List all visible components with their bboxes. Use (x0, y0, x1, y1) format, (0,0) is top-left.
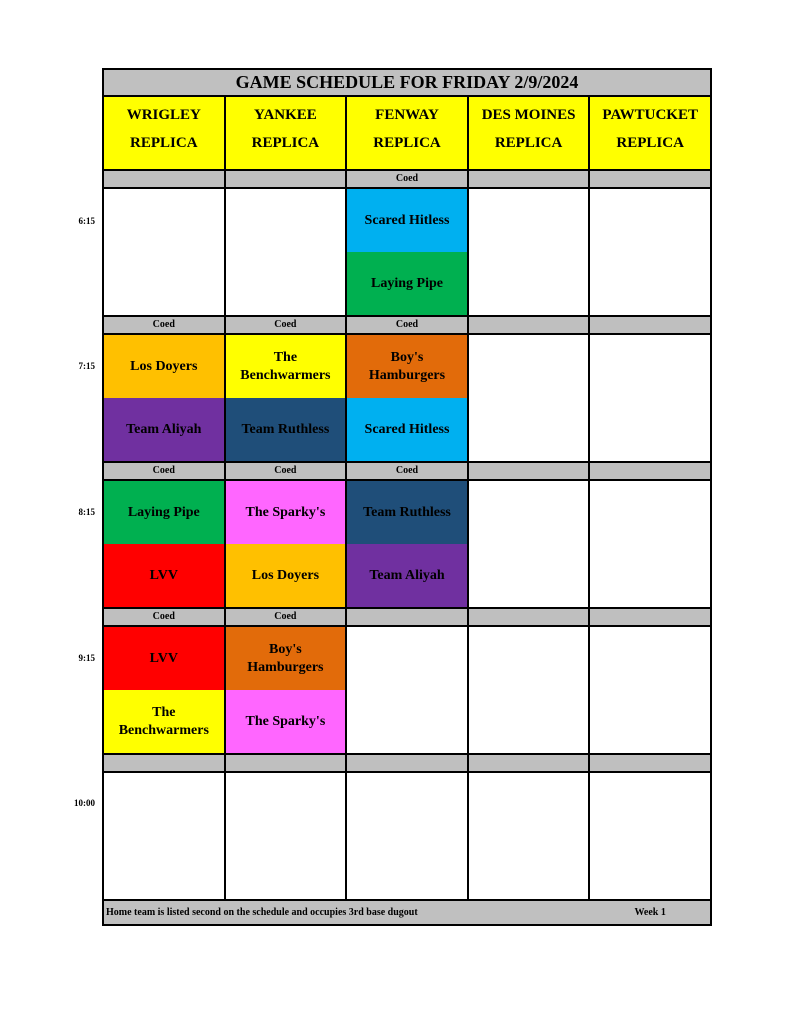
game-slot-cell (226, 481, 346, 607)
team-cell (347, 544, 467, 607)
game-slot-cell (347, 335, 467, 461)
field-name: YANKEE (253, 107, 317, 123)
division-label-cell (347, 609, 467, 625)
game-slot-cell (347, 189, 467, 315)
game-slot-cell (104, 627, 224, 753)
time-label: 6:15 (78, 216, 95, 226)
week-label: Week 1 (634, 907, 666, 918)
team-name: Scared Hitless (364, 212, 450, 228)
division-label-cell (469, 609, 589, 625)
division-label-cell: Coed (104, 609, 224, 625)
team-cell (347, 189, 467, 252)
team-name: The Benchwarmers (118, 704, 209, 738)
field-header-yankee (226, 97, 346, 169)
game-slot-cell (226, 335, 346, 461)
division-label-cell: Coed (347, 171, 467, 187)
division-label-cell: Coed (347, 317, 467, 333)
division-label-cell (590, 609, 710, 625)
team-name: Team Aliyah (126, 421, 202, 437)
field-name: WRIGLEY (126, 107, 201, 123)
division-label-cell (590, 317, 710, 333)
team-name: Boy's Hamburgers (247, 641, 324, 675)
division-label-cell: Coed (104, 317, 224, 333)
team-cell (104, 398, 224, 461)
team-cell (226, 335, 346, 398)
division-label-cell: Coed (226, 317, 346, 333)
team-name: The Sparky's (245, 504, 326, 520)
empty-slot-cell (590, 335, 710, 461)
team-cell (104, 481, 224, 544)
field-name: DES MOINES (481, 107, 576, 123)
team-name: Boy's Hamburgers (368, 349, 446, 383)
empty-slot-cell (590, 627, 710, 753)
field-name: PAWTUCKET (602, 107, 698, 123)
team-cell (226, 481, 346, 544)
time-label: 9:15 (78, 653, 95, 663)
division-label-cell: Coed (347, 463, 467, 479)
team-cell (347, 398, 467, 461)
game-slot-cell (104, 481, 224, 607)
team-name: Team Ruthless (363, 504, 451, 520)
division-label-cell: Coed (226, 609, 346, 625)
division-label-cell (226, 171, 346, 187)
team-name: LVV (149, 650, 178, 666)
division-label-cell (469, 463, 589, 479)
game-slot-cell (347, 481, 467, 607)
team-name: LVV (149, 567, 178, 583)
team-cell (104, 335, 224, 398)
field-header-des-moines (469, 97, 589, 169)
empty-slot-cell (469, 481, 589, 607)
division-label-cell (226, 755, 346, 771)
field-type: REPLICA (494, 135, 563, 151)
field-type: REPLICA (616, 135, 684, 151)
empty-slot-cell (469, 627, 589, 753)
team-cell (347, 335, 467, 398)
team-name: Team Aliyah (369, 567, 445, 583)
time-label: 10:00 (74, 798, 95, 808)
field-header-wrigley (104, 97, 224, 169)
team-cell (104, 690, 224, 753)
empty-slot-cell (104, 773, 224, 899)
field-name: FENWAY (375, 107, 439, 123)
game-slot-cell (226, 627, 346, 753)
empty-slot-cell (469, 335, 589, 461)
footer-bar (104, 901, 710, 924)
empty-slot-cell (590, 481, 710, 607)
team-cell (347, 252, 467, 315)
team-name: Los Doyers (130, 358, 198, 374)
schedule-title: GAME SCHEDULE FOR FRIDAY 2/9/2024 (104, 70, 710, 95)
division-label-cell (469, 317, 589, 333)
division-label-cell: Coed (226, 463, 346, 479)
game-slot-cell (104, 335, 224, 461)
team-name: Team Ruthless (241, 421, 330, 437)
team-cell (104, 627, 224, 690)
empty-slot-cell (347, 627, 467, 753)
footer-note: Home team is listed second on the schedule and occupies 3rd base dugout (106, 907, 418, 918)
team-name: Los Doyers (251, 567, 320, 583)
team-cell (226, 690, 346, 753)
field-header-pawtucket (590, 97, 710, 169)
division-label-cell (347, 755, 467, 771)
time-label: 8:15 (78, 507, 95, 517)
team-cell (226, 627, 346, 690)
team-name: The Benchwarmers (240, 349, 331, 383)
empty-slot-cell (104, 189, 224, 315)
field-type: REPLICA (373, 135, 441, 151)
empty-slot-cell (469, 189, 589, 315)
empty-slot-cell (226, 773, 346, 899)
division-label-cell (590, 755, 710, 771)
division-label-cell (469, 171, 589, 187)
empty-slot-cell (590, 189, 710, 315)
team-cell (226, 398, 346, 461)
field-type: REPLICA (130, 135, 198, 151)
empty-slot-cell (347, 773, 467, 899)
division-label-cell (590, 171, 710, 187)
division-label-cell (469, 755, 589, 771)
team-name: Laying Pipe (127, 504, 200, 520)
team-cell (226, 544, 346, 607)
division-label-cell (104, 171, 224, 187)
field-type: REPLICA (251, 135, 320, 151)
empty-slot-cell (590, 773, 710, 899)
empty-slot-cell (469, 773, 589, 899)
field-header-fenway (347, 97, 467, 169)
empty-slot-cell (226, 189, 346, 315)
team-name: Scared Hitless (364, 421, 450, 437)
division-label-cell (590, 463, 710, 479)
time-label: 7:15 (78, 361, 95, 371)
team-cell (104, 544, 224, 607)
division-label-cell: Coed (104, 463, 224, 479)
team-cell (347, 481, 467, 544)
schedule-table (102, 68, 712, 926)
division-label-cell (104, 755, 224, 771)
team-name: Laying Pipe (371, 275, 443, 291)
team-name: The Sparky's (245, 713, 326, 729)
